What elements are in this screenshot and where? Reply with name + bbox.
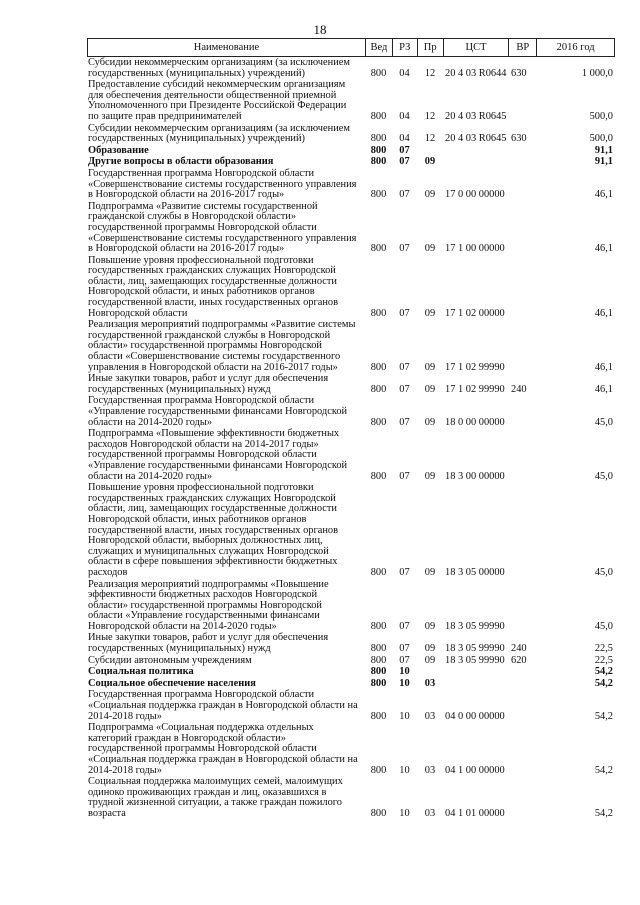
row-cst: 18 3 05 00000 <box>445 566 505 578</box>
row-ved: 800 <box>370 67 387 79</box>
row-sum: 54,2 <box>594 764 613 776</box>
row-pr: 03 <box>424 764 436 776</box>
row-cst: 17 1 02 00000 <box>445 307 505 319</box>
header-ved: Вед <box>365 39 392 56</box>
table-row <box>87 678 615 690</box>
row-sum: 46,1 <box>594 383 613 395</box>
table-row <box>87 156 615 168</box>
table-row <box>87 79 615 122</box>
table-row <box>87 57 615 79</box>
row-cst: 17 1 02 99990 <box>445 361 505 373</box>
row-cst: 20 4 03 R0645 <box>445 133 507 145</box>
row-rz: 07 <box>399 643 410 655</box>
row-pr: 12 <box>424 67 436 79</box>
row-pr: 09 <box>424 566 436 578</box>
row-sum: 54,2 <box>594 677 613 689</box>
row-sum: 54,2 <box>594 666 613 678</box>
row-ved: 800 <box>370 643 387 655</box>
row-cst: 20 4 03 R0645 <box>445 110 507 122</box>
row-sum: 500,0 <box>589 133 613 145</box>
row-sum: 54,2 <box>594 807 613 819</box>
header-sum: 2016 год <box>536 39 614 56</box>
row-ved: 800 <box>370 654 387 666</box>
table-row <box>87 373 615 395</box>
row-sum: 500,0 <box>589 110 613 122</box>
row-ved: 800 <box>370 566 387 578</box>
row-pr: 09 <box>424 470 436 482</box>
row-name: Подпрограмма «Социальная поддержка отдельных категорий граждан в Новгородской области» государственной программы Новгородской области «Социальная поддержка граждан в Новгородской области на 2014-2018 годы» <box>88 722 358 776</box>
table-row <box>87 689 615 722</box>
row-name: Образование <box>88 144 149 156</box>
row-rz: 04 <box>399 67 410 79</box>
row-pr: 12 <box>424 133 436 145</box>
row-name: Субсидии некоммерческим организациям (за исключением государственных (муниципальных) учреждений) <box>88 122 350 145</box>
row-cst: 20 4 03 R0644 <box>445 67 507 79</box>
row-name: Повышение уровня профессиональной подготовки государственных гражданских служащих Новгородской области, лиц, замещающих государственные должности Новгородской области, иных работников органов государственной власти, иных государственных органов Новгородской области, выборных должностных лиц, служащих и муниципальных служащих Новгородской области в сфере повышения эффективности бюджетных расходов <box>88 482 339 578</box>
row-rz: 07 <box>399 416 410 428</box>
row-sum: 46,1 <box>594 307 613 319</box>
row-ved: 800 <box>370 620 387 632</box>
row-ved: 800 <box>370 416 387 428</box>
row-ved: 800 <box>370 764 387 776</box>
row-sum: 22,5 <box>594 643 613 655</box>
table-row <box>87 145 615 157</box>
row-rz: 10 <box>399 677 410 689</box>
row-rz: 07 <box>399 189 410 201</box>
row-rz: 07 <box>399 566 410 578</box>
row-vr: 620 <box>511 654 527 666</box>
table-row <box>87 319 615 373</box>
row-sum: 45,0 <box>594 566 613 578</box>
row-pr: 03 <box>424 710 436 722</box>
row-ved: 800 <box>370 666 387 678</box>
row-sum: 45,0 <box>594 416 613 428</box>
row-rz: 10 <box>399 807 410 819</box>
row-name: Субсидии некоммерческим организациям (за исключением государственных (муниципальных) учреждений) <box>88 57 350 79</box>
row-rz: 04 <box>399 133 410 145</box>
row-cst: 17 1 00 00000 <box>445 243 505 255</box>
row-sum: 91,1 <box>594 156 613 168</box>
row-ved: 800 <box>370 133 387 145</box>
header-rz: РЗ <box>392 39 417 56</box>
row-pr: 09 <box>424 620 436 632</box>
row-name: Социальная политика <box>88 666 194 678</box>
row-sum: 45,0 <box>594 620 613 632</box>
row-rz: 10 <box>399 666 410 678</box>
row-rz: 10 <box>399 710 410 722</box>
table-row <box>87 168 615 201</box>
row-name: Другие вопросы в области образования <box>88 156 274 168</box>
row-rz: 04 <box>399 110 410 122</box>
row-name: Государственная программа Новгородской области «Управление государственными финансами Новгородской области на 2014-2020 годы» <box>88 395 348 428</box>
row-cst: 04 1 00 00000 <box>445 764 505 776</box>
row-ved: 800 <box>370 189 387 201</box>
table-row <box>87 123 615 145</box>
table-row <box>87 632 615 654</box>
table-row <box>87 395 615 428</box>
row-rz: 07 <box>399 383 410 395</box>
row-cst: 17 1 02 99990 <box>445 383 505 395</box>
row-pr: 09 <box>424 243 436 255</box>
row-sum: 1 000,0 <box>581 67 613 79</box>
row-sum: 22,5 <box>594 654 613 666</box>
row-pr: 09 <box>424 307 436 319</box>
table-header <box>87 38 615 57</box>
row-name: Социальное обеспечение населения <box>88 677 256 689</box>
row-ved: 800 <box>370 470 387 482</box>
row-name: Иные закупки товаров, работ и услуг для обеспечения государственных (муниципальных) нужд <box>88 373 329 395</box>
row-sum: 46,1 <box>594 361 613 373</box>
table-body <box>87 57 615 820</box>
row-cst: 18 3 00 00000 <box>445 470 505 482</box>
row-rz: 07 <box>399 243 410 255</box>
row-rz: 07 <box>399 654 410 666</box>
row-pr: 09 <box>424 361 436 373</box>
row-pr: 09 <box>424 643 436 655</box>
row-vr: 240 <box>511 643 527 655</box>
table-row <box>87 255 615 320</box>
row-pr: 09 <box>424 189 436 201</box>
row-pr: 12 <box>424 110 436 122</box>
row-cst: 18 0 00 00000 <box>445 416 505 428</box>
row-cst: 04 1 01 00000 <box>445 807 505 819</box>
row-vr: 630 <box>511 133 527 145</box>
row-pr: 09 <box>424 156 436 168</box>
row-name: Реализация мероприятий подпрограммы «Развитие системы государственной гражданской службы в Новгородской области» государственной программы Новгородской области «Совершенствование системы государственного управления в Новгородской области на 2016-2017 годы» <box>88 319 356 373</box>
row-pr: 09 <box>424 383 436 395</box>
page-number: 18 <box>313 22 327 37</box>
row-ved: 800 <box>370 307 387 319</box>
row-pr: 09 <box>424 654 436 666</box>
header-name: Наименование <box>193 42 260 53</box>
row-vr: 240 <box>511 383 527 395</box>
row-ved: 800 <box>370 110 387 122</box>
row-cst: 04 0 00 00000 <box>445 710 505 722</box>
table-row <box>87 201 615 255</box>
table-row <box>87 655 615 667</box>
row-pr: 03 <box>424 677 436 689</box>
row-sum: 91,1 <box>594 144 613 156</box>
row-sum: 45,0 <box>594 470 613 482</box>
row-sum: 46,1 <box>594 189 613 201</box>
row-name: Повышение уровня профессиональной подготовки государственных гражданских служащих Новгородской области, лиц, замещающих государственные должности Новгородской области, и иных работников органов государственной власти, иных государственных органов Новгородской области <box>88 254 339 319</box>
row-name: Социальная поддержка малоимущих семей, малоимущих одиноко проживающих граждан и лиц, оказавшихся в трудной жизненной ситуации, а также граждан пожилого возраста <box>88 776 343 819</box>
row-ved: 800 <box>370 383 387 395</box>
table-row <box>87 579 615 633</box>
row-name: Субсидии автономным учреждениям <box>88 654 252 666</box>
row-ved: 800 <box>370 807 387 819</box>
header-vr: ВР <box>508 39 536 56</box>
row-ved: 800 <box>370 361 387 373</box>
row-name: Государственная программа Новгородской области «Совершенствование системы государственного управления в Новгородской области на 2016-2017 годы» <box>88 167 357 201</box>
row-ved: 800 <box>370 144 387 156</box>
row-name: Подпрограмма «Повышение эффективности бюджетных расходов Новгородской области на 2014-2017 годы» государственной программы Новгородской области «Управление государственными финансами Новгородской области на 2014-2020 годы» <box>88 428 348 482</box>
row-sum: 46,1 <box>594 243 613 255</box>
table-row <box>87 666 615 678</box>
row-rz: 07 <box>399 470 410 482</box>
row-pr: 09 <box>424 416 436 428</box>
row-name: Иные закупки товаров, работ и услуг для обеспечения государственных (муниципальных) нужд <box>88 632 329 655</box>
header-cst: ЦСТ <box>443 39 509 56</box>
row-cst: 18 3 05 99990 <box>445 643 505 655</box>
row-rz: 07 <box>399 307 410 319</box>
row-ved: 800 <box>370 710 387 722</box>
table-row <box>87 482 615 578</box>
row-pr: 03 <box>424 807 436 819</box>
row-rz: 07 <box>399 620 410 632</box>
row-ved: 800 <box>370 677 387 689</box>
row-name: Реализация мероприятий подпрограммы «Повышение эффективности бюджетных расходов Новгородской области» государственной программы Новгородской области «Управление государственными финансами Новгородской области на 2014-2020 годы» <box>88 578 329 632</box>
budget-table <box>87 38 615 820</box>
header-pr: Пр <box>417 39 443 56</box>
table-row <box>87 776 615 819</box>
row-rz: 07 <box>399 156 410 168</box>
table-row <box>87 428 615 482</box>
row-ved: 800 <box>370 243 387 255</box>
row-cst: 18 3 05 99990 <box>445 654 505 666</box>
table-row <box>87 722 615 776</box>
row-name: Подпрограмма «Развитие системы государственной гражданской службы в Новгородской области» государственной программы Новгородской области «Совершенствование системы государственного управления в Новгородской области на 2016-2017 годы» <box>88 200 357 255</box>
row-cst: 17 0 00 00000 <box>445 189 505 201</box>
row-sum: 54,2 <box>594 710 613 722</box>
row-rz: 10 <box>399 764 410 776</box>
row-name: Государственная программа Новгородской области «Социальная поддержка граждан в Новгородской области на 2014-2018 годы» <box>88 689 358 722</box>
row-rz: 07 <box>399 361 410 373</box>
row-vr: 630 <box>511 67 527 79</box>
row-name: Предоставление субсидий некоммерческим организациям для обеспечения деятельности общественной приемной Уполномоченного при Президенте Российской Федерации по защите прав предпринимателей <box>88 79 347 122</box>
row-cst: 18 3 05 99990 <box>445 620 505 632</box>
row-ved: 800 <box>370 156 387 168</box>
row-rz: 07 <box>399 144 410 156</box>
